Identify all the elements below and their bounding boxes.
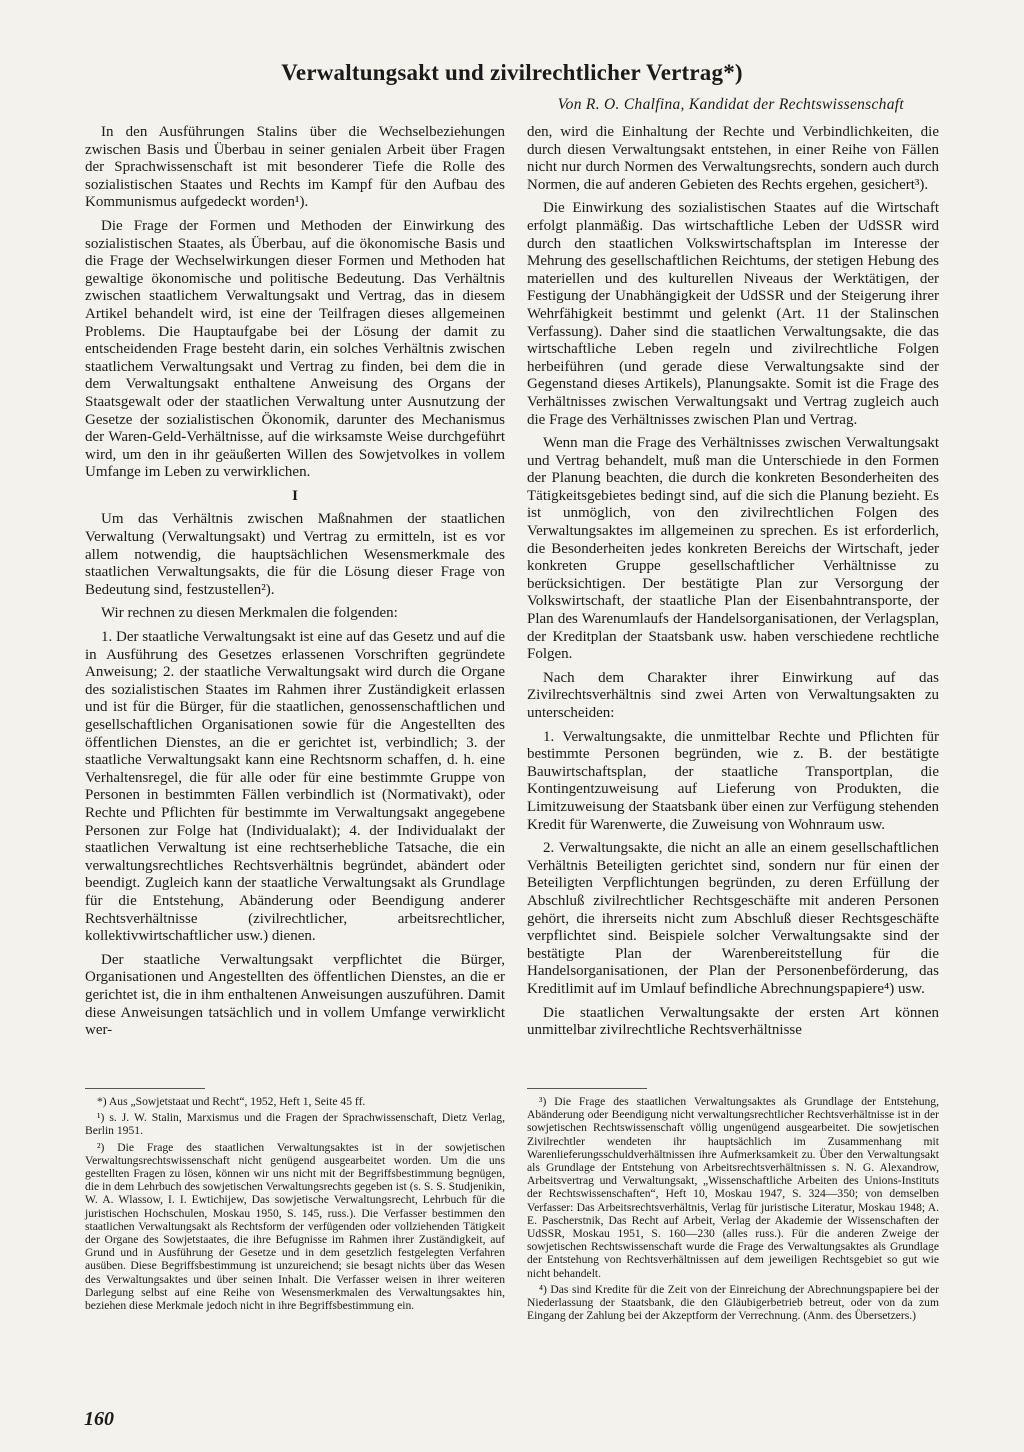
footnotes-left	[85, 1095, 505, 1315]
left-column	[85, 124, 505, 1046]
paragraph: 2. Verwaltungsakte, die nicht an alle an einem gesellschaftlichen Verhältnis Beteiligten gerichtet sind, sondern nur für einen der Beteiligten Verpflichtungen begründen, zu deren Erfüllung der Abschluß zivilrechtlicher Rechtsgeschäfte mit anderen Personen gehört, die ihrerseits nicht zum Abschluß dieser Rechtsgeschäfte verpflichtet sind. Beispiele solcher Verwaltungsakte sind der bestätigte Plan der Warenbereitstellung für die Handelsorganisationen, der Plan der Personenbeförderung, das Kreditlimit auf im Umlauf befindliche Abrechnungspapiere⁴) usw.	[527, 840, 939, 997]
footnote: ²) Die Frage des staatlichen Verwaltungsaktes ist in der sowjetischen Verwaltungsrechtswissenschaft nicht genügend ausgearbeitet worden. Um die uns gestellten Fragen zu lösen, können wir uns nicht mit der Begriffsbestimmung begnügen, die in dem Lehrbuch des sowjetischen Verwaltungsrechts gegeben ist (s. S. S. Studjenikin, W. A. Wlassow, I. I. Ewtichijew, Das sowjetische Verwaltungsrecht, Lehrbuch für die juristischen Hochschulen, Moskau 1950, S. 145, russ.). Die Verfasser bestimmen den staatlichen Verwaltungsakt als Rechtsform der verfügenden oder vollziehenden Tätigkeit der Organe des Sowjetstaates, die ihre Befugnisse im Rahmen ihrer Zuständigkeit, auf Grund und in Ausführung der Gesetze und in dem gesetzlich festgelegten Verfahren ausüben. Diese Begriffsbestimmung ist unzureichend; sie besagt nichts über das Wesen des Verwaltungsaktes und über seinen Inhalt. Die Verfasser weisen in ihrer weiteren Darlegung selbst auf eine Reihe von Wesensmerkmalen des Verwaltungsaktes hin, beziehen diese Merkmale jedoch nicht in ihre Begriffsbestimmung ein.	[85, 1140, 505, 1313]
footnote: ¹) s. J. W. Stalin, Marxismus und die Fragen der Sprachwissenschaft, Dietz Verlag, Berlin 1951.	[85, 1111, 505, 1138]
paragraph: 1. Der staatliche Verwaltungsakt ist eine auf das Gesetz und auf die in Ausführung des Gesetzes erlassenen Vorschriften gegründete Anweisung; 2. der staatliche Verwaltungsakt wird durch die Organe des sozialistischen Staates im Rahmen ihrer Zuständigkeit erlassen und ist für die Bürger, für die staatlichen, genossenschaftlichen und gesellschaftlichen Organisationen sowie für die Angestellten des öffentlichen Dienstes, an die er gerichtet ist, verbindlich; 3. der staatliche Verwaltungsakt kann eine Rechtsnorm schaffen, d. h. eine Verhaltensregel, die für alle oder für eine bestimmte Gruppe von Personen in bestimmten Fällen verbindlich ist (Normativakt), oder Rechte und Pflichten für bestimmte im Verwaltungsakt angegebene Personen zur Folge hat (Individualakt); 4. der Individualakt der staatlichen Verwaltung ist eine rechtserhebliche Tatsache, die ein verwaltungsrechtliches Rechtsverhältnis begründet, abändert oder beendigt. Zugleich kann der staatliche Verwaltungsakt als Grundlage für die Entstehung, Abänderung oder Beendigung anderer Rechtsverhältnisse (zivilrechtlicher, arbeitsrechtlicher, kollektivwirtschaftlicher usw.) dienen.	[85, 629, 505, 945]
paragraph: den, wird die Einhaltung der Rechte und Verbindlichkeiten, die durch diesen Verwaltungsakt entstehen, in einer Reihe von Fällen nicht nur durch Normen des Verwaltungsrechts, sondern auch durch Normen, die auf anderen Gebieten des Rechts ergehen, gesichert³).	[527, 124, 939, 193]
paragraph: Die staatlichen Verwaltungsakte der ersten Art können unmittelbar zivilrechtliche Rechtsverhältnisse	[527, 1004, 939, 1039]
paragraph: In den Ausführungen Stalins über die Wechselbeziehungen zwischen Basis und Überbau in seiner genialen Arbeit über Fragen der Sprachwissenschaft ist mit besonderer Tiefe die Rolle des sozialistischen Staates und Rechts im Kampf für den Aufbau des Kommunismus aufgedeckt worden¹).	[85, 124, 505, 211]
paragraph: Nach dem Charakter ihrer Einwirkung auf das Zivilrechtsverhältnis sind zwei Arten von Verwaltungsakten zu unterscheiden:	[527, 669, 939, 721]
footnote: ⁴) Das sind Kredite für die Zeit von der Einreichung der Abrechnungspapiere bei der Niederlassung der Staatsbank, die den Gläubigerbetrieb betreut, oder von da zum Eingang der Zahlung bei der Akzeptform der Verrechnung. (Anm. des Übersetzers.)	[527, 1282, 939, 1323]
article-title: Verwaltungsakt und zivilrechtlicher Vertrag*)	[281, 60, 743, 85]
section-heading: I	[292, 487, 298, 504]
footnotes-right	[527, 1095, 939, 1325]
author-byline: Von R. O. Chalfina, Kandidat der Rechtswissenschaft	[557, 96, 904, 113]
paragraph: Wenn man die Frage des Verhältnisses zwischen Verwaltungsakt und Vertrag behandelt, muß man die Unterschiede in den Formen der Planung beachten, die durch die konkreten Besonderheiten des Tätigkeitsgebietes bedingt sind, auf die sich die Planung bezieht. Es ist unmöglich, von den zivilrechtlichen Folgen des Verwaltungsaktes im allgemeinen zu sprechen. Es ist erforderlich, die Besonderheiten jedes konkreten Bereichs der Wirtschaft, jeder konkreten Gruppe gesellschaftlicher Verhältnisse zu berücksichtigen. Der bestätigte Plan zur Versorgung der Volkswirtschaft, der staatliche Plan der Eisenbahntransporte, der Plan des Warenumlaufs der Handelsorganisationen, der Verlagsplan, der Kreditplan der Staatsbank usw. haben verschiedene rechtliche Folgen.	[527, 435, 939, 663]
paragraph: Die Frage der Formen und Methoden der Einwirkung des sozialistischen Staates, als Überbau, auf die ökonomische Basis und die Frage der Wechselwirkungen dieser Formen und Methoden hat gewaltige ökonomische und politische Bedeutung. Das Verhältnis zwischen staatlichem Verwaltungsakt und Vertrag, das in diesem Artikel behandelt wird, ist eine der Teilfragen dieses allgemeinen Problems. Die Hauptaufgabe bei der Lösung der damit zu entscheidenden Frage besteht darin, ein solches Verhältnis zwischen staatlichem Verwaltungsakt und Vertrag zu finden, bei dem die in dem Verwaltungsakt enthaltene Anweisung des Organs der Staatsgewalt oder der staatlichen Verwaltung unter Ausnutzung der Gesetze der sozialistischen Ökonomik, darunter des Mechanismus der Waren-Geld-Verhältnisse, auf die wirksamste Weise durchgeführt wird, um den in ihr geäußerten Willen des Sowjetvolkes in vollem Umfange im Leben zu verwirklichen.	[85, 217, 505, 481]
footnote-divider	[527, 1088, 647, 1089]
paragraph: Wir rechnen zu diesen Merkmalen die folgenden:	[101, 605, 398, 622]
right-column	[527, 124, 939, 1046]
footnote: ³) Die Frage des staatlichen Verwaltungsaktes als Grundlage der Entstehung, Abänderung oder Beendigung nicht verwaltungsrechtlicher Rechtsverhältnisse ist in der sowjetischen Rechtswissenschaft völlig ungenügend ausgearbeitet. Die sowjetischen Zivilrechtler wendeten ihr hauptsächlich im Zusammenhang mit Warenlieferungsschuldverhältnissen ihre Aufmerksamkeit zu. Über den Verwaltungsakt als Grundlage der Entstehung von Arbeitsrechtsverhältnissen s. N. G. Alexandrow, Arbeitsvertrag und Verwaltungsakt, „Wissenschaftliche Arbeiten des Unions-Instituts der Rechtswissenschaften“, Heft 10, Moskau 1947, S. 324—350; von demselben Verfasser: Das Arbeitsrechtsverhältnis, Verlag für juristische Literatur, Moskau 1948; A. E. Pascherstnik, Das Recht auf Arbeit, Verlag der Akademie der Wissenschaften der UdSSR, Moskau 1951, S. 160—230 (alles russ.). Für die anderen Zweige der sowjetischen Rechtswissenschaft wurde die Frage des Verwaltungsaktes als Grundlage der Entstehung von Rechtsverhältnissen auf dem jeweiligen Rechtsgebiet so gut wie nicht behandelt.	[527, 1095, 939, 1280]
footnote: *) Aus „Sowjetstaat und Recht“, 1952, Heft 1, Seite 45 ff.	[97, 1095, 366, 1108]
page-number: 160	[84, 1408, 114, 1430]
paragraph: Der staatliche Verwaltungsakt verpflichtet die Bürger, Organisationen und Angestellten des öffentlichen Dienstes, an die er gerichtet ist, die in ihm enthaltenen Anweisungen auszuführen. Damit diese Anweisungen tatsächlich und in vollem Umfange verwirklicht wer-	[85, 951, 505, 1039]
paragraph: Die Einwirkung des sozialistischen Staates auf die Wirtschaft erfolgt planmäßig. Das wirtschaftliche Leben der UdSSR wird durch den staatlichen Volkswirtschaftsplan im Interesse der Mehrung des gesellschaftlichen Reichtums, der stetigen Hebung des materiellen und des kulturellen Niveaus der Werktätigen, der Festigung der Unabhängigkeit der UdSSR und der Steigerung ihrer Wehrfähigkeit bestimmt und gelenkt (Art. 11 der Stalinschen Verfassung). Daher sind die staatlichen Verwaltungsakte, die das wirtschaftliche Leben regeln und zivilrechtliche Folgen herbeiführen (und gerade diese Verwaltungsakte sind der Gegenstand dieses Artikels), Planungsakte. Somit ist die Frage des Verhältnisses zwischen Verwaltungsakt und Vertrag zugleich auch die Frage des Verhältnisses zwischen Plan und Vertrag.	[527, 200, 939, 428]
paragraph: 1. Verwaltungsakte, die unmittelbar Rechte und Pflichten für bestimmte Personen begründen, wie z. B. der bestätigte Bauwirtschaftsplan, der staatliche Transportplan, die Kontingentzuweisung auf Lieferung von Produkten, die Limitzuweisung der Staatsbank über einen zur Verfügung stehenden Kredit für Warenwerte, die Zuweisung von Wohnraum usw.	[527, 728, 939, 833]
paragraph: Um das Verhältnis zwischen Maßnahmen der staatlichen Verwaltung (Verwaltungsakt) und Vertrag zu ermitteln, ist es vor allem notwendig, die hauptsächlichen Wesensmerkmale des staatlichen Verwaltungsakts, die für die Lösung dieser Frage von Bedeutung sind, festzustellen²).	[85, 511, 505, 598]
footnote-divider	[85, 1088, 205, 1089]
